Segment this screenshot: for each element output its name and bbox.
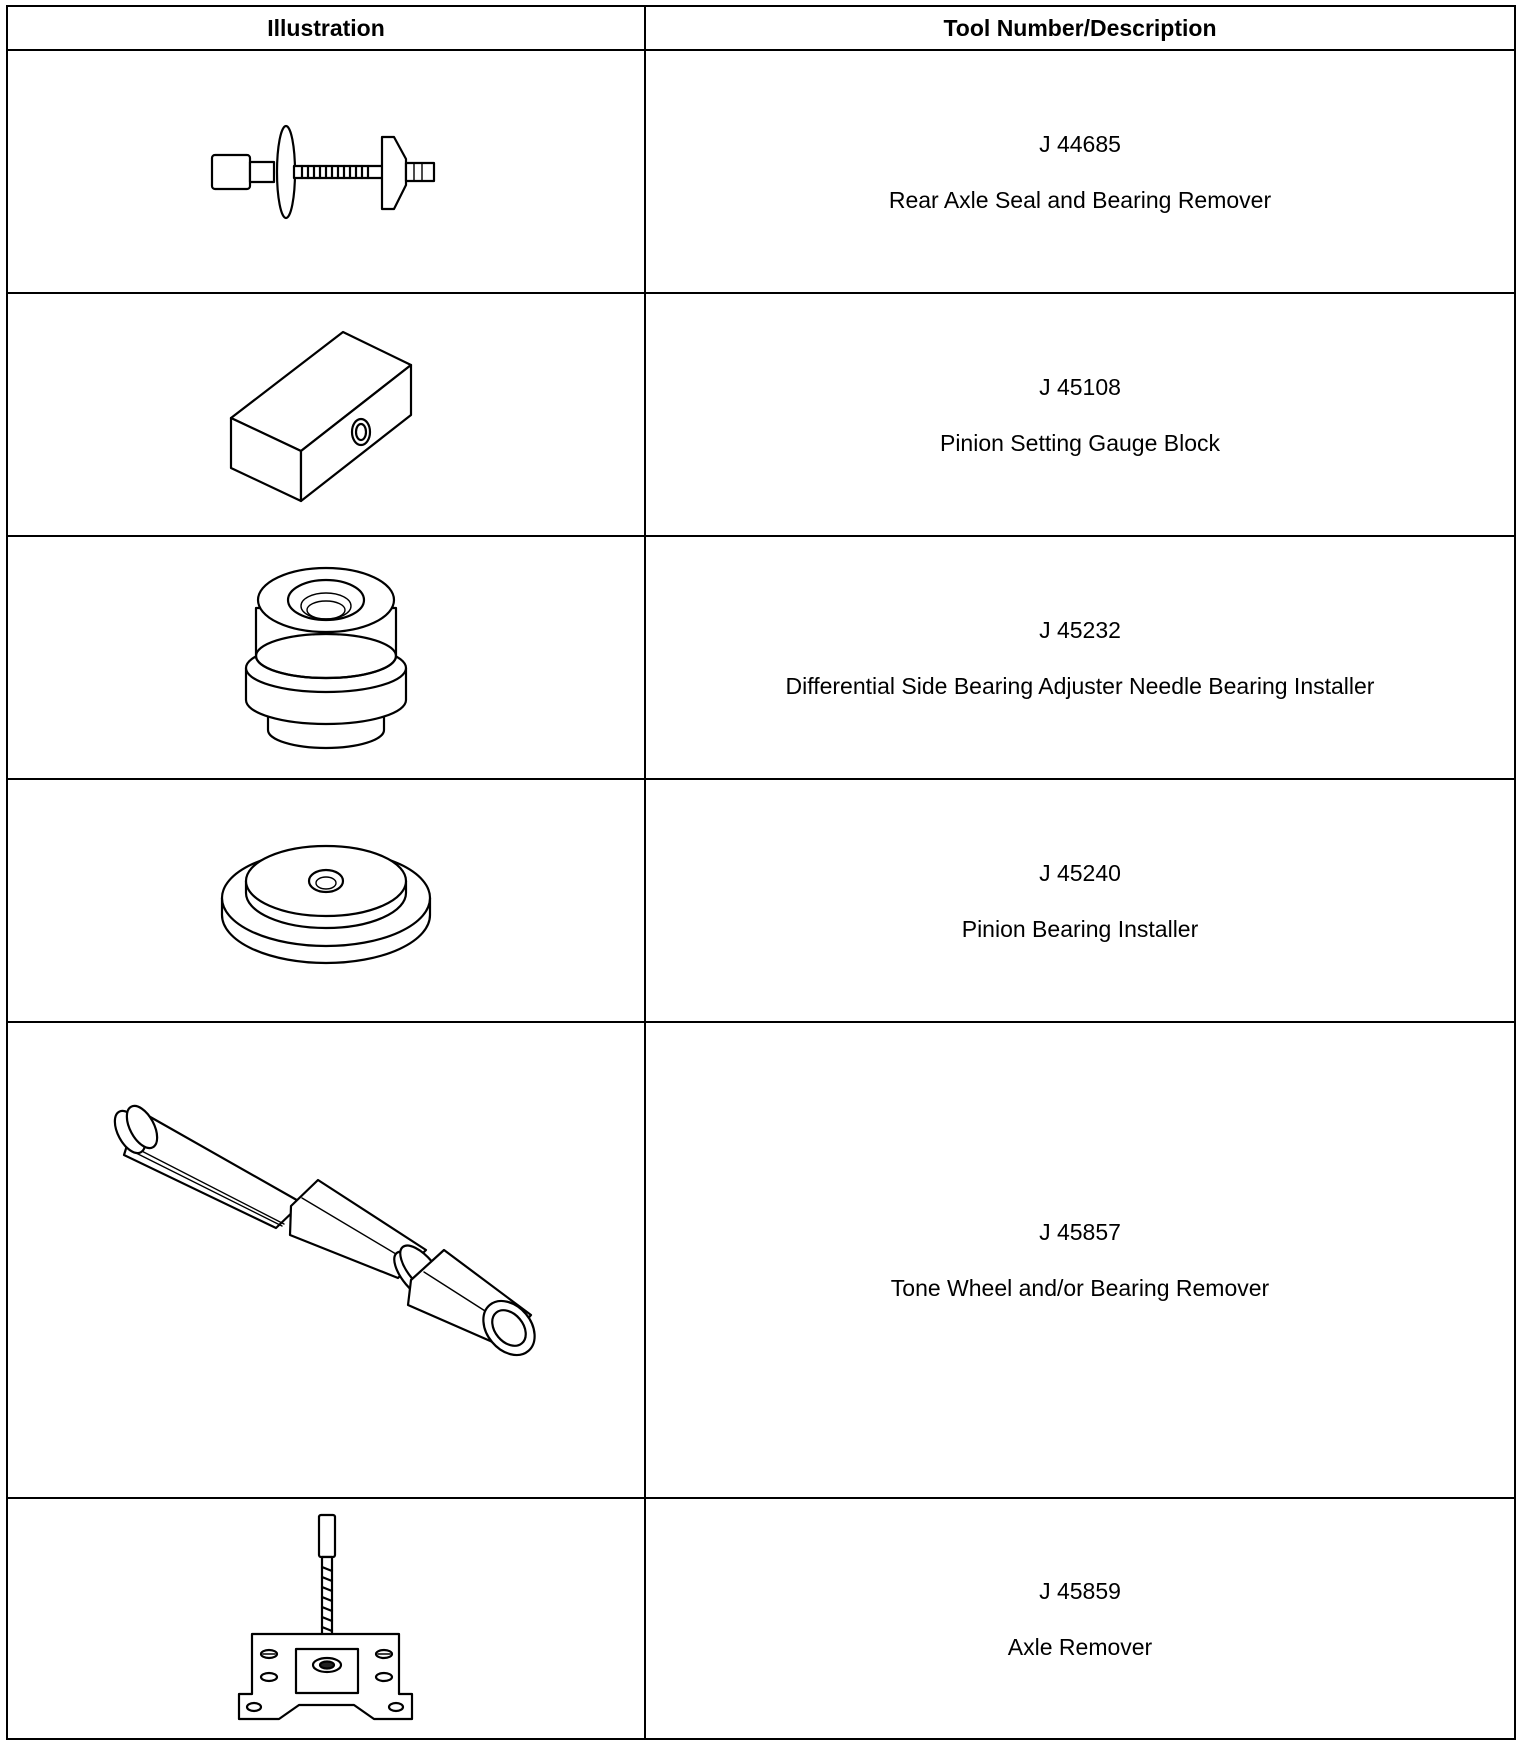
table-row — [7, 50, 1515, 293]
table-row — [7, 1498, 1515, 1739]
tool-description-cell — [645, 779, 1515, 1022]
tool-description: Tone Wheel and/or Bearing Remover — [890, 1275, 1270, 1301]
gauge-block-icon — [221, 320, 431, 510]
tool-number: J 45857 — [1039, 1219, 1121, 1245]
tool-number: J 45232 — [1039, 616, 1121, 643]
illustration-cell — [7, 536, 645, 779]
tool-description-cell — [645, 293, 1515, 536]
table-row — [7, 536, 1515, 779]
illustration-cell — [7, 293, 645, 536]
table-row — [7, 1022, 1515, 1498]
tool-number: J 44685 — [1039, 130, 1121, 157]
header-row — [7, 6, 1515, 50]
illustration-cell — [7, 50, 645, 293]
tool-description: Pinion Bearing Installer — [961, 915, 1199, 942]
seal-bearing-remover-icon — [206, 117, 446, 227]
illustration-header: Illustration — [7, 6, 645, 50]
table-row — [7, 293, 1515, 536]
illustration-cell — [7, 779, 645, 1022]
tool-number: J 45108 — [1039, 373, 1121, 400]
table-row — [7, 779, 1515, 1022]
tool-description: Differential Side Bearing Adjuster Needle Bearing Installer — [785, 672, 1375, 699]
axle-remover-icon — [234, 1509, 419, 1729]
tool-number: J 45240 — [1039, 859, 1121, 886]
tool-description-header: Tool Number/Description — [645, 6, 1515, 50]
tone-wheel-remover-icon — [106, 1100, 546, 1420]
tool-description-cell — [645, 1022, 1515, 1498]
tool-description: Rear Axle Seal and Bearing Remover — [888, 186, 1272, 213]
tool-description-cell — [645, 50, 1515, 293]
illustration-cell — [7, 1498, 645, 1739]
special-tools-table — [6, 5, 1516, 1740]
needle-bearing-installer-icon — [241, 560, 411, 755]
tool-description: Axle Remover — [1007, 1633, 1153, 1660]
tool-number: J 45859 — [1039, 1577, 1121, 1604]
illustration-cell — [7, 1022, 645, 1498]
tool-description-cell — [645, 1498, 1515, 1739]
tool-description: Pinion Setting Gauge Block — [939, 429, 1220, 456]
pinion-bearing-installer-icon — [219, 833, 434, 968]
tool-description-cell — [645, 536, 1515, 779]
